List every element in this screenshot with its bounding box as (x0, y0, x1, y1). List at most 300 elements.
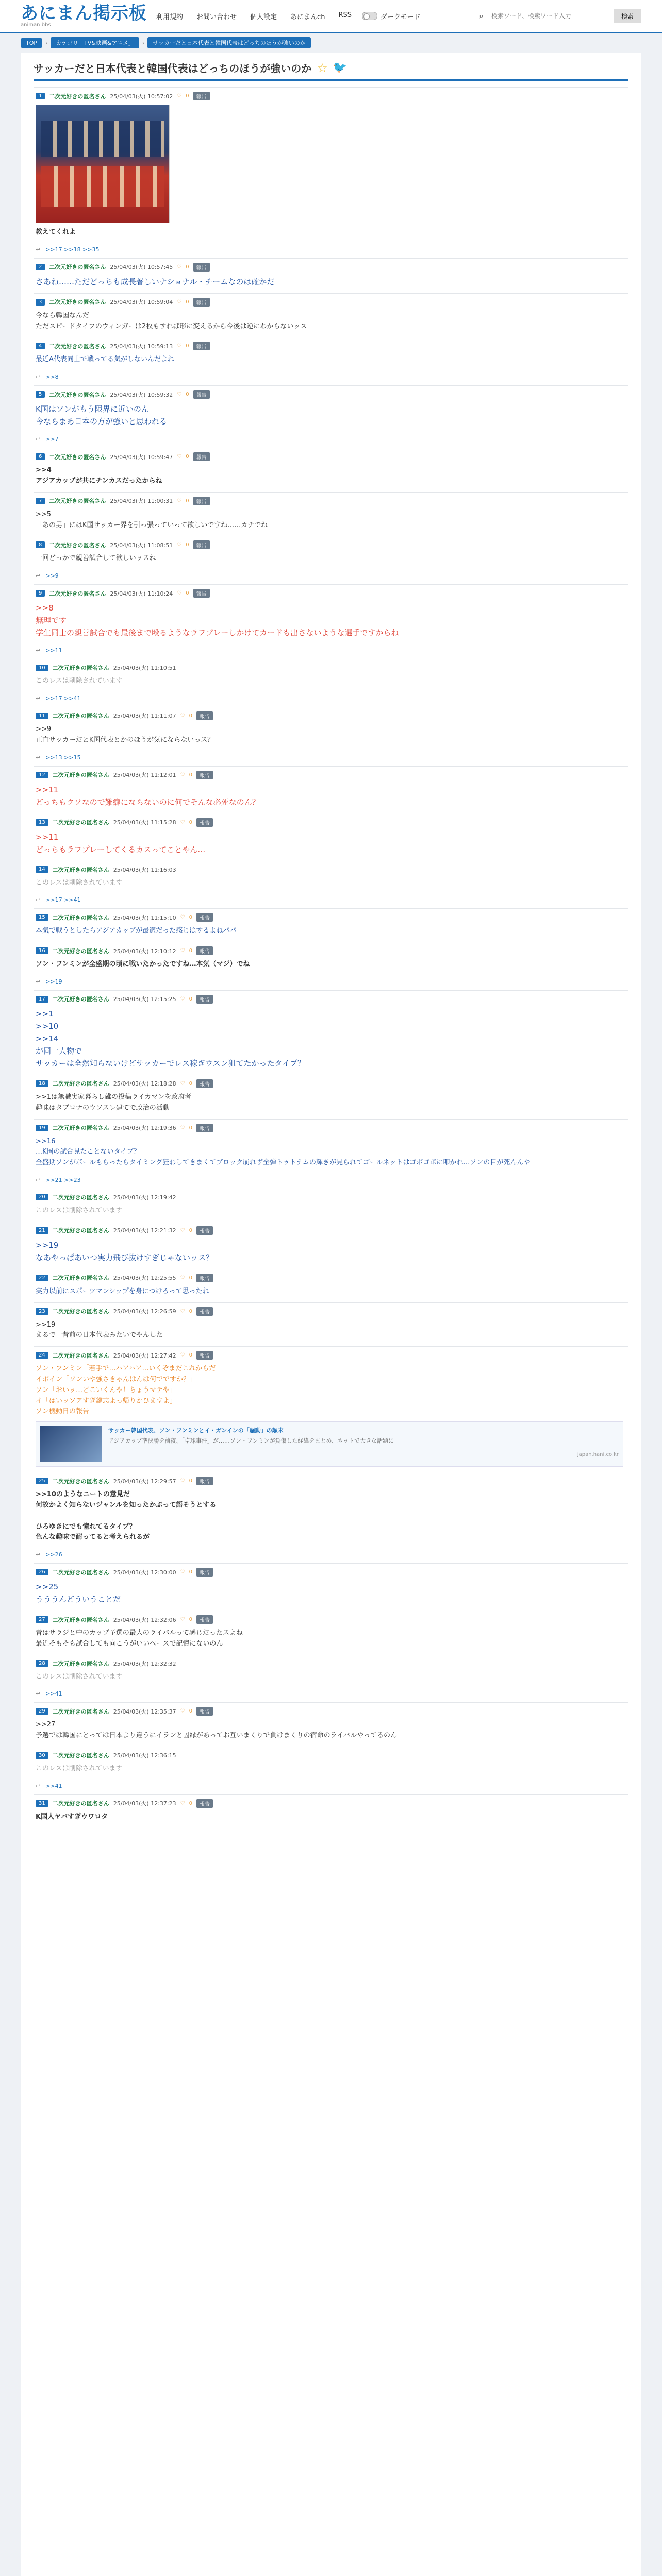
reply-links (36, 374, 626, 380)
post-item (34, 1747, 628, 1794)
reply-anchor[interactable]: >>21 >>23 (45, 1176, 81, 1183)
post-body: K国はソンがもう限界に近いのん 今ならまあ日本の方が強いと思われる (36, 404, 168, 427)
link-card-url: japan.hani.co.kr (577, 1452, 619, 1458)
report-button[interactable]: 報告 (193, 92, 210, 100)
post-number[interactable]: 2 (36, 264, 45, 270)
search-button[interactable]: 検索 (614, 9, 641, 23)
post-meta (36, 452, 626, 461)
good-count: 0 (189, 819, 192, 825)
post-number[interactable]: 14 (36, 866, 48, 873)
post-body: >>25 うううんどういうことだ (36, 1582, 121, 1604)
search-icon: ⌕ (479, 11, 484, 21)
post-meta (36, 866, 626, 874)
good-icon[interactable]: ♡ (180, 1708, 185, 1715)
report-button[interactable]: 報告 (193, 497, 210, 505)
star-icon[interactable]: ☆ (317, 60, 328, 75)
good-icon[interactable]: ♡ (180, 819, 185, 825)
nav-terms[interactable]: 利用規約 (156, 13, 184, 21)
good-count: 0 (186, 542, 189, 548)
post-date: 25/04/03(火) 11:15:10 (113, 914, 176, 921)
reply-anchor[interactable]: >>26 (45, 1551, 62, 1558)
report-button[interactable]: 報告 (196, 1124, 213, 1132)
poster-name: 二次元好きの匿名さん (52, 1752, 109, 1759)
post-number[interactable]: 29 (36, 1708, 48, 1715)
good-count: 0 (189, 1352, 192, 1359)
post-number[interactable]: 16 (36, 947, 48, 954)
report-button[interactable]: 報告 (196, 946, 213, 955)
report-button[interactable]: 報告 (193, 298, 210, 307)
post-meta (36, 1568, 626, 1577)
post-number[interactable]: 13 (36, 819, 48, 826)
reply-links (36, 754, 626, 761)
reply-icon: ↩ (36, 572, 41, 580)
breadcrumb-top[interactable]: TOP (21, 38, 42, 48)
poster-name: 二次元好きの匿名さん (49, 93, 106, 100)
post-body: >>19 なあやっぱあいつ実力飛び抜けすぎじゃないッス？ (36, 1240, 214, 1262)
reply-icon: ↩ (36, 1551, 41, 1558)
poster-name: 二次元好きの匿名さん (52, 1308, 109, 1315)
post-body: このレスは削除されています (36, 1672, 123, 1681)
link-card[interactable] (36, 1421, 623, 1467)
post-date: 25/04/03(火) 11:10:51 (113, 665, 176, 672)
post-date: 25/04/03(火) 10:59:04 (110, 299, 173, 306)
report-button[interactable]: 報告 (196, 711, 213, 720)
post-date: 25/04/03(火) 10:59:47 (110, 453, 173, 461)
post-body: >>1 >>10 >>14 が同一人物で サッカーは全然知らないけどサッカーでレス稼ぎウスン狙てたかったタイプ？ (36, 1009, 305, 1068)
good-icon[interactable]: ♡ (177, 93, 182, 99)
post-number[interactable]: 3 (36, 299, 45, 306)
good-count: 0 (186, 498, 189, 504)
post-meta (36, 1751, 626, 1759)
good-icon[interactable]: ♡ (180, 996, 185, 1002)
report-button[interactable]: 報告 (196, 1707, 213, 1716)
reply-icon: ↩ (36, 246, 41, 253)
good-icon[interactable]: ♡ (180, 1308, 185, 1314)
good-icon[interactable]: ♡ (177, 299, 182, 305)
post-number[interactable]: 19 (36, 1125, 48, 1131)
post-item (34, 87, 628, 258)
report-button[interactable]: 報告 (193, 390, 210, 399)
reply-links (36, 1690, 626, 1697)
post-date: 25/04/03(火) 11:08:51 (110, 541, 173, 549)
reply-anchor[interactable]: >>13 >>15 (45, 754, 81, 761)
poster-name: 二次元好きの匿名さん (52, 772, 109, 779)
toggle-switch[interactable] (362, 12, 377, 20)
breadcrumb-separator: › (142, 39, 145, 46)
breadcrumb (21, 37, 641, 48)
post-item (34, 1346, 628, 1472)
post-meta (36, 1193, 626, 1201)
poster-name: 二次元好きの匿名さん (52, 1194, 109, 1201)
post-number[interactable]: 24 (36, 1352, 48, 1359)
post-date: 25/04/03(火) 12:18:28 (113, 1080, 176, 1088)
post-body: 一回どっかで親善試合して欲しいッスね (36, 554, 156, 563)
post-item (34, 1075, 628, 1119)
good-icon[interactable]: ♡ (180, 713, 185, 719)
post-body: 実力以前にスポーツマンシップを身につけろって思ったね (36, 1287, 209, 1295)
thread-title-text: サッカーだと日本代表と韓国代表はどっちのほうが強いのか (34, 62, 312, 75)
post-number[interactable]: 15 (36, 914, 48, 921)
report-button[interactable]: 報告 (196, 913, 213, 922)
post-meta (36, 664, 626, 672)
post-date: 25/04/03(火) 12:19:36 (113, 1125, 176, 1132)
post-meta (36, 1659, 626, 1668)
post-date: 25/04/03(火) 10:59:13 (110, 343, 173, 350)
post-item (34, 1611, 628, 1655)
post-number[interactable]: 10 (36, 665, 48, 671)
poster-name: 二次元好きの匿名さん (49, 299, 106, 306)
post-item (34, 1563, 628, 1611)
reply-anchor[interactable]: >>11 (45, 647, 62, 654)
post-number[interactable]: 18 (36, 1080, 48, 1087)
post-body: >>16 …K国の試合見たことないタイプ？ 全盛期ソンがボールもらったらタイミング狂わしてきまくてブロック崩れず全弾トゥトナムの輝きが見られてゴールネットはゴボゴボに叩かれ…ソンの目が死んんや (36, 1137, 531, 1167)
link-card-image (40, 1426, 102, 1462)
post-body: >>10のようなニートの意見だ 何故かよく知らないジャンルを知ったかぶって語そうとする ひろゆきにでも憧れてるタイプ？ 色んな趣味で耐ってると考えられるが (36, 1490, 217, 1541)
poster-name: 二次元好きの匿名さん (49, 590, 106, 597)
post-body: >>27 予選では韓国にとっては日本より違うにイランと因縁があってお互いまくりで負けまくりの宿命のライバルやってるのん (36, 1721, 397, 1740)
poster-name: 二次元好きの匿名さん (49, 498, 106, 505)
reply-icon: ↩ (36, 1176, 41, 1183)
poster-name: 二次元好きの匿名さん (52, 1708, 109, 1715)
post-date: 25/04/03(火) 12:10:12 (113, 947, 176, 955)
report-button[interactable]: 報告 (196, 1477, 213, 1485)
post-item (34, 293, 628, 337)
reply-anchor[interactable]: >>9 (45, 572, 59, 580)
post-item (34, 659, 628, 707)
logo-subtext: animan bbs (21, 22, 51, 28)
post-date: 25/04/03(火) 11:00:31 (110, 498, 173, 505)
reply-anchor[interactable]: >>8 (45, 374, 59, 381)
post-date: 25/04/03(火) 12:19:42 (113, 1194, 176, 1201)
poster-name: 二次元好きの匿名さん (52, 1275, 109, 1282)
good-count: 0 (186, 264, 189, 270)
post-date: 25/04/03(火) 12:29:57 (113, 1478, 176, 1485)
nav-contact[interactable]: お問い合わせ (196, 13, 237, 21)
post-list (34, 87, 628, 1828)
good-icon[interactable]: ♡ (180, 1125, 185, 1131)
post-body: ソン・フンミン「若手で…ハアハア…いくぞまだこれからだ」 イボイン「ソンいや強さきゃんはんは何でですか？」 ソン「おいッ…どこいくんや！ちょうマテや」 イ「はいッソアすぎ鍵志よっ帰りかひますよ」 ソン機動日の報告 (36, 1365, 223, 1416)
post-date: 25/04/03(火) 11:11:07 (113, 713, 176, 720)
poster-name: 二次元好きの匿名さん (52, 819, 109, 826)
poster-name: 二次元好きの匿名さん (52, 1125, 109, 1132)
poster-name: 二次元好きの匿名さん (52, 713, 109, 720)
good-icon[interactable]: ♡ (180, 914, 185, 921)
post-meta (36, 946, 626, 955)
post-number[interactable]: 25 (36, 1478, 48, 1484)
good-icon[interactable]: ♡ (177, 343, 182, 349)
reply-links (36, 1177, 626, 1183)
good-icon[interactable]: ♡ (180, 1478, 185, 1484)
post-body: 最近A代表同士で戦ってる気がしないんだよね (36, 355, 174, 364)
reply-anchor[interactable]: >>7 (45, 436, 59, 443)
poster-name: 二次元好きの匿名さん (52, 1080, 109, 1088)
link-card-desc: アジアカップ準決勝を前夜、「卓球事件」が……ソン・フンミンが負傷した経緯をまとめ、ネットで大きな話題に (108, 1437, 394, 1445)
link-card-text (108, 1426, 619, 1462)
good-icon[interactable]: ♡ (180, 1275, 185, 1281)
dark-mode-label: ダークモード (380, 13, 421, 21)
post-body: 今なら韓国なんだ ただスピードタイプのウィンガーは2枚もすれば形に変えるから今後は逆にわからないッス (36, 311, 307, 330)
dark-mode-toggle[interactable] (362, 11, 420, 21)
post-number[interactable]: 8 (36, 541, 45, 548)
post-body: このレスは削除されています (36, 677, 123, 685)
good-count: 0 (186, 299, 189, 305)
post-date: 25/04/03(火) 12:21:32 (113, 1227, 176, 1234)
report-button[interactable]: 報告 (193, 452, 210, 461)
reply-icon: ↩ (36, 647, 41, 654)
reply-icon: ↩ (36, 694, 41, 702)
post-body: >>5 「あの男」にはK国サッカー界を引っ張っていって欲しいですね……カチでね (36, 510, 268, 529)
poster-name: 二次元好きの匿名さん (52, 1569, 109, 1576)
good-count: 0 (189, 1125, 192, 1131)
poster-name: 二次元好きの匿名さん (49, 541, 106, 549)
post-number[interactable]: 17 (36, 996, 48, 1003)
poster-name: 二次元好きの匿名さん (52, 1478, 109, 1485)
post-item (34, 1269, 628, 1302)
reply-anchor[interactable]: >>41 (45, 1782, 62, 1789)
post-date: 25/04/03(火) 12:32:06 (113, 1616, 176, 1623)
good-count: 0 (189, 713, 192, 719)
post-number[interactable]: 4 (36, 343, 45, 349)
post-item (34, 492, 628, 536)
post-number[interactable]: 1 (36, 93, 45, 99)
post-number[interactable]: 31 (36, 1800, 48, 1807)
post-meta (36, 1615, 626, 1624)
site-logo[interactable] (21, 5, 147, 28)
post-item (34, 814, 628, 861)
post-item (34, 990, 628, 1075)
post-meta (36, 1226, 626, 1235)
post-meta (36, 92, 626, 100)
post-number[interactable]: 30 (36, 1752, 48, 1759)
post-item (34, 448, 628, 492)
reply-icon: ↩ (36, 374, 41, 381)
poster-name: 二次元好きの匿名さん (49, 453, 106, 461)
post-body: このレスは削除されています (36, 1206, 123, 1214)
good-icon[interactable]: ♡ (180, 1800, 185, 1806)
post-number[interactable]: 11 (36, 713, 48, 719)
post-number[interactable]: 27 (36, 1616, 48, 1623)
post-number[interactable]: 26 (36, 1569, 48, 1575)
post-item (34, 942, 628, 990)
post-item (34, 536, 628, 584)
post-body: >>11 どっちもラフプレーしてくるカスってことやん… (36, 832, 206, 854)
reply-anchor[interactable]: >>17 >>41 (45, 694, 81, 702)
good-count: 0 (189, 1275, 192, 1281)
nav-rss[interactable]: RSS (338, 11, 352, 19)
post-date: 25/04/03(火) 12:15:25 (113, 996, 176, 1003)
reply-anchor[interactable]: >>19 (45, 978, 62, 985)
post-meta (36, 298, 626, 307)
post-number[interactable]: 7 (36, 498, 45, 504)
post-item (34, 1655, 628, 1703)
post-number[interactable]: 23 (36, 1308, 48, 1315)
post-date: 25/04/03(火) 12:30:00 (113, 1569, 176, 1576)
post-date: 25/04/03(火) 12:25:55 (113, 1275, 176, 1282)
reply-links (36, 246, 626, 253)
post-item (34, 707, 628, 766)
post-item (34, 1302, 628, 1347)
post-body: このレスは削除されています (36, 1765, 123, 1773)
report-button[interactable]: 報告 (196, 1079, 213, 1088)
good-icon[interactable]: ♡ (180, 1227, 185, 1233)
post-item (34, 766, 628, 814)
poster-name: 二次元好きの匿名さん (52, 866, 109, 873)
post-number[interactable]: 22 (36, 1275, 48, 1281)
good-icon[interactable]: ♡ (180, 1352, 185, 1359)
search-input[interactable] (487, 9, 610, 23)
post-meta (36, 589, 626, 598)
post-body: このレスは削除されています (36, 878, 123, 887)
good-icon[interactable]: ♡ (180, 772, 185, 778)
post-meta (36, 1274, 626, 1282)
post-body: >>19 まるで一昔前の日本代表みたいでやんした (36, 1320, 163, 1340)
good-count: 0 (186, 343, 189, 349)
post-meta (36, 913, 626, 922)
poster-name: 二次元好きの匿名さん (52, 1616, 109, 1623)
reply-links (36, 896, 626, 903)
report-button[interactable]: 報告 (196, 1351, 213, 1360)
post-meta (36, 1307, 626, 1316)
search-area (479, 9, 641, 23)
post-body: >>11 どっちもクソなので難癖にならないのに何でそんな必死なのん？ (36, 785, 260, 807)
good-icon[interactable]: ♡ (177, 264, 182, 270)
reply-links (36, 436, 626, 443)
post-number[interactable]: 28 (36, 1660, 48, 1667)
good-count: 0 (189, 1569, 192, 1575)
reply-links (36, 1551, 626, 1558)
good-icon[interactable]: ♡ (177, 542, 182, 548)
report-button[interactable]: 報告 (196, 1568, 213, 1577)
post-image[interactable] (36, 105, 170, 223)
poster-name: 二次元好きの匿名さん (52, 947, 109, 955)
good-count: 0 (189, 1800, 192, 1806)
reply-anchor[interactable]: >>41 (45, 1690, 62, 1698)
thread-main (21, 53, 641, 2576)
post-date: 25/04/03(火) 10:57:02 (110, 93, 173, 100)
nav-settings[interactable]: 個人設定 (250, 13, 277, 21)
post-number[interactable]: 21 (36, 1227, 48, 1234)
poster-name: 二次元好きの匿名さん (52, 914, 109, 921)
post-body: K国人ヤバすぎウワロタ (36, 1812, 108, 1821)
top-nav (156, 11, 352, 21)
report-button[interactable]: 報告 (193, 589, 210, 598)
post-item (34, 584, 628, 659)
report-button[interactable]: 報告 (193, 342, 210, 350)
good-icon[interactable]: ♡ (177, 590, 182, 597)
report-button[interactable]: 報告 (196, 1226, 213, 1235)
post-item (34, 908, 628, 942)
good-count: 0 (186, 590, 189, 597)
post-meta (36, 540, 626, 549)
post-body: >>4 アジアカップが共にチンカスだったからね (36, 466, 162, 485)
good-icon[interactable]: ♡ (177, 392, 182, 398)
good-icon[interactable]: ♡ (180, 1080, 185, 1087)
poster-name: 二次元好きの匿名さん (52, 1227, 109, 1234)
good-icon[interactable]: ♡ (180, 1617, 185, 1623)
poster-name: 二次元好きの匿名さん (52, 1660, 109, 1667)
good-count: 0 (186, 392, 189, 398)
post-date: 25/04/03(火) 12:27:42 (113, 1352, 176, 1359)
post-meta (36, 818, 626, 827)
post-number[interactable]: 20 (36, 1194, 48, 1200)
good-count: 0 (189, 914, 192, 921)
good-count: 0 (189, 1080, 192, 1087)
good-icon[interactable]: ♡ (180, 1569, 185, 1575)
report-button[interactable]: 報告 (196, 1799, 213, 1808)
post-number[interactable]: 9 (36, 590, 45, 597)
reply-icon: ↩ (36, 978, 41, 985)
post-date: 25/04/03(火) 12:26:59 (113, 1308, 176, 1315)
report-button[interactable]: 報告 (196, 995, 213, 1004)
post-date: 25/04/03(火) 11:16:03 (113, 866, 176, 873)
good-count: 0 (189, 996, 192, 1002)
link-card-title: サッカー韓国代表、ソン・フンミンとイ・ガンインの「騒動」の顛末 (108, 1427, 284, 1434)
poster-name: 二次元好きの匿名さん (49, 264, 106, 271)
reply-anchor[interactable]: >>17 >>18 >>35 (45, 246, 100, 253)
good-count: 0 (189, 772, 192, 778)
post-body: >>9 正直サッカーだとK国代表とかのほうが気にならないっス？ (36, 725, 214, 744)
report-button[interactable]: 報告 (196, 1615, 213, 1624)
post-body: 昔はサラジと中のカップ予選の最大のライバルって感じだったスよね 最近そもそも試合しても向こうがいいペースで記憶にないのん (36, 1629, 243, 1648)
reply-links (36, 695, 626, 702)
poster-name: 二次元好きの匿名さん (52, 1352, 109, 1359)
post-meta (36, 1799, 626, 1808)
post-number[interactable]: 5 (36, 391, 45, 398)
good-icon[interactable]: ♡ (177, 454, 182, 460)
post-item (34, 258, 628, 293)
good-count: 0 (186, 93, 189, 99)
post-number[interactable]: 6 (36, 453, 45, 460)
thread-title (34, 60, 628, 81)
report-button[interactable]: 報告 (196, 771, 213, 779)
post-meta (36, 497, 626, 505)
post-item (34, 1222, 628, 1269)
post-number[interactable]: 12 (36, 772, 48, 778)
poster-name: 二次元好きの匿名さん (52, 1800, 109, 1807)
report-button[interactable]: 報告 (196, 1307, 213, 1316)
good-count: 0 (186, 454, 189, 460)
good-count: 0 (189, 1227, 192, 1233)
post-body: ソン・フンミンが全盛期の頃に戦いたかったですね…本気（マジ）でね (36, 960, 250, 969)
good-count: 0 (189, 1478, 192, 1484)
good-icon[interactable]: ♡ (177, 498, 182, 504)
report-button[interactable]: 報告 (196, 818, 213, 827)
poster-name: 二次元好きの匿名さん (49, 391, 106, 398)
good-count: 0 (189, 1308, 192, 1314)
reply-links (36, 1783, 626, 1789)
report-button[interactable]: 報告 (193, 263, 210, 272)
report-button[interactable]: 報告 (196, 1274, 213, 1282)
good-icon[interactable]: ♡ (180, 948, 185, 954)
post-item (34, 1119, 628, 1189)
report-button[interactable]: 報告 (193, 540, 210, 549)
post-meta (36, 995, 626, 1004)
twitter-icon[interactable]: 🐦 (333, 61, 347, 74)
reply-icon: ↩ (36, 1690, 41, 1698)
reply-anchor[interactable]: >>17 >>41 (45, 896, 81, 904)
post-meta (36, 1477, 626, 1485)
breadcrumb-separator: › (45, 39, 48, 46)
nav-animanch[interactable]: あにまんch (290, 13, 325, 21)
logo-text: あにまん掲示板 (21, 3, 147, 24)
breadcrumb-thread[interactable]: サッカーだと日本代表と韓国代表はどっちのほうが強いのか (147, 37, 311, 48)
post-date: 25/04/03(火) 12:32:32 (113, 1660, 176, 1667)
post-body: >>1は無職実家暮らし雑の投稿ライカマンを政府者 趣味はタブロナのウソスレ建てで政治の活動 (36, 1093, 192, 1112)
post-date: 25/04/03(火) 12:35:37 (113, 1708, 176, 1715)
post-meta (36, 711, 626, 720)
poster-name: 二次元好きの匿名さん (49, 343, 106, 350)
breadcrumb-category[interactable]: カテゴリ「TV&映画&アニメ」 (51, 37, 139, 48)
